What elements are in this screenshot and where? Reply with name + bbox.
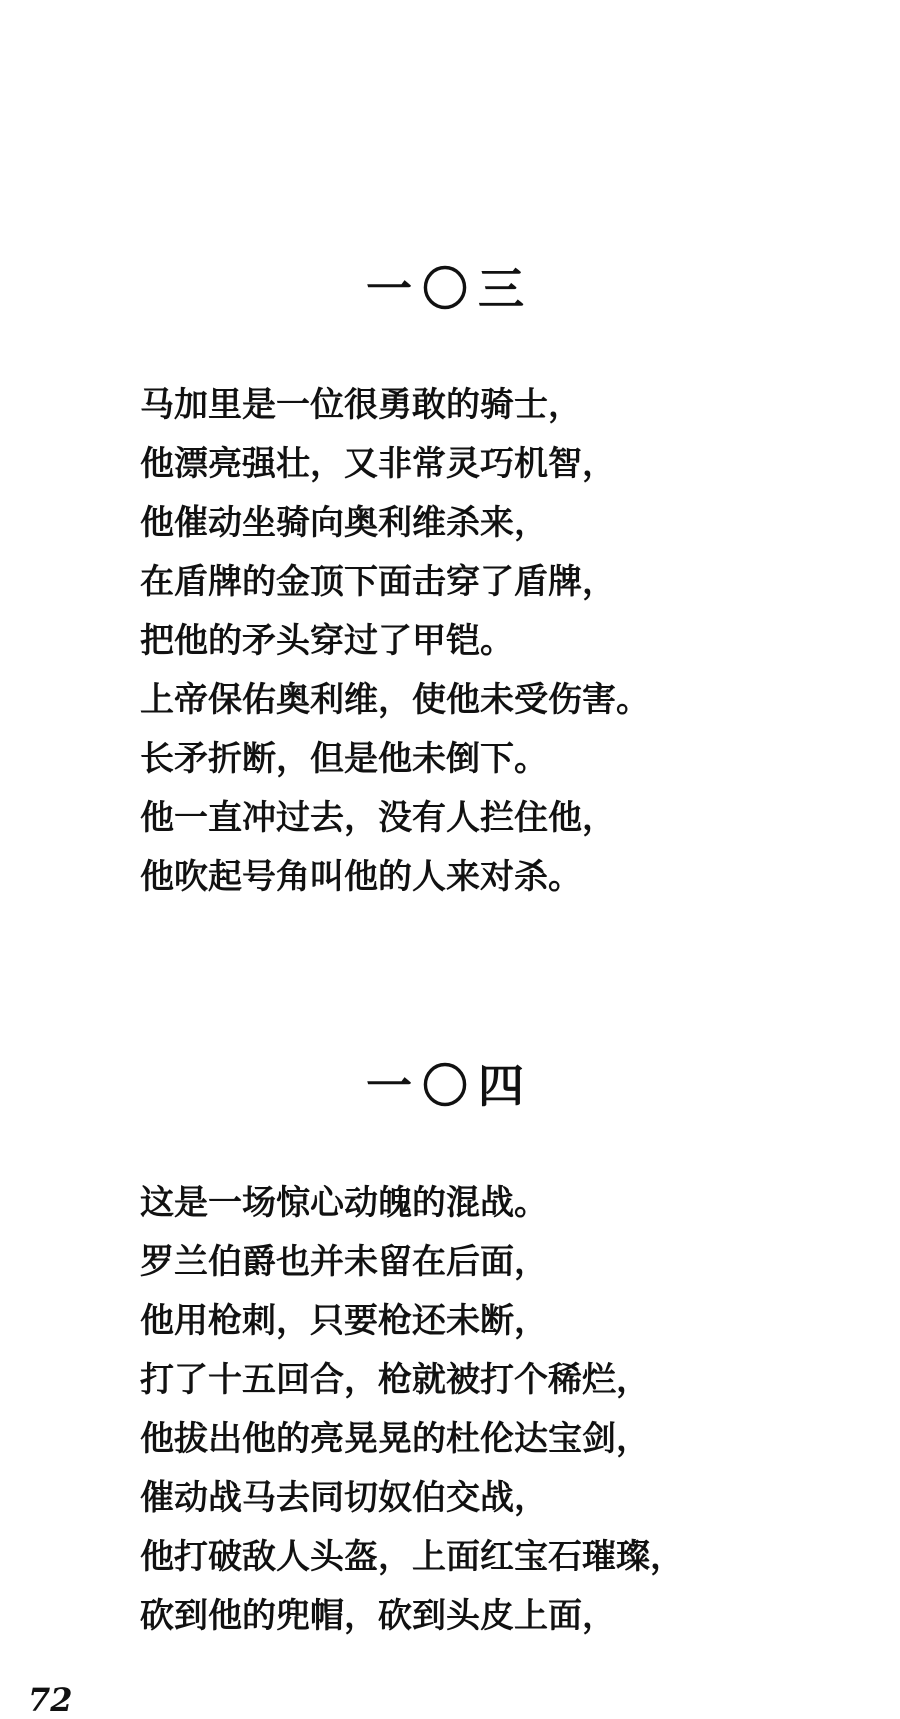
verse-line: 打了十五回合，枪就被打个稀烂， <box>140 1360 650 1400</box>
verse-line: 他打破敌人头盔，上面红宝石璀璨， <box>140 1537 684 1577</box>
verse-line: 他催动坐骑向奥利维杀来， <box>140 503 548 543</box>
verse-line: 他用枪刺，只要枪还未断， <box>140 1301 548 1341</box>
verse-line: 长矛折断，但是他未倒下。 <box>140 739 548 779</box>
stanza-104 <box>140 1180 880 1652</box>
verse-line: 他拔出他的亮晃晃的杜伦达宝剑， <box>140 1419 650 1459</box>
stanza-heading-103: 一〇三 <box>366 262 534 316</box>
verse-line: 把他的矛头穿过了甲铠。 <box>140 621 514 661</box>
page-number: 72 <box>28 1681 73 1719</box>
verse-line: 砍到他的兜帽，砍到头皮上面， <box>140 1596 616 1636</box>
verse-line: 催动战马去同切奴伯交战， <box>140 1478 548 1518</box>
verse-line: 他一直冲过去，没有人拦住他， <box>140 798 616 838</box>
verse-line: 马加里是一位很勇敢的骑士， <box>140 385 582 425</box>
verse-line: 罗兰伯爵也并未留在后面， <box>140 1242 548 1282</box>
verse-line: 他漂亮强壮，又非常灵巧机智， <box>140 444 616 484</box>
stanza-103 <box>140 382 880 913</box>
verse-line: 这是一场惊心动魄的混战。 <box>140 1183 548 1223</box>
stanza-heading-104: 一〇四 <box>366 1059 534 1113</box>
verse-line: 他吹起号角叫他的人来对杀。 <box>140 857 582 897</box>
verse-line: 在盾牌的金顶下面击穿了盾牌， <box>140 562 616 602</box>
verse-line: 上帝保佑奥利维，使他未受伤害。 <box>140 680 650 720</box>
